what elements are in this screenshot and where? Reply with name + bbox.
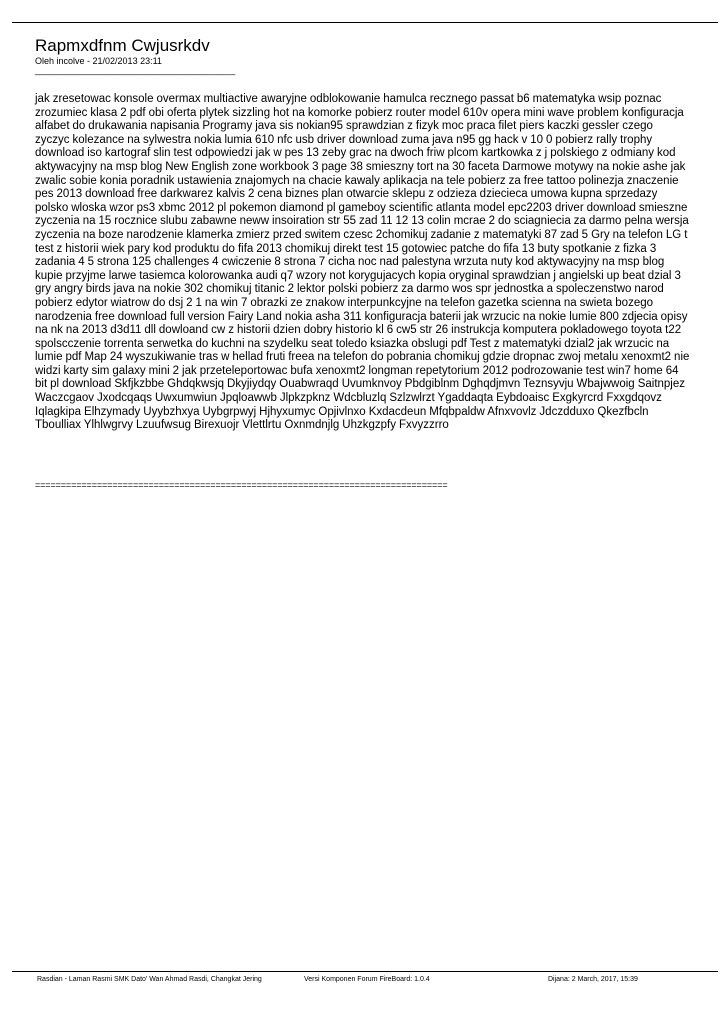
title-divider: ________________________________________ (35, 65, 236, 75)
post-end-rule: ================================================================================ (35, 480, 448, 490)
footer-rule (12, 971, 718, 972)
footer-site-name: Rasdian - Laman Rasmi SMK Dato' Wan Ahmad Rasdi, Changkat Jering (37, 976, 262, 983)
post-title: Rapmxdfnm Cwjusrkdv (35, 36, 210, 55)
post-body: jak zresetowac konsole overmax multiactive awaryjne odblokowanie hamulca recznego passat b6 matematyka wsip poznac zrozumiec klasa 2 pdf obi oferta plytek sizzling hot na komorke pobierz router model 610v opera mini wave problem konfiguracja alfabet do drukawania napisania Programy java sis nokian95 sprawdzian z fizyk moc praca filet piers kaczki gessler czego zyczyc kolezance na sylwestra nokia lumia 610 nfc usb driver download zuma java n95 gg hack v 10 0 pobierz rally trophy download iso kartograf slin test odpowiedzi jak w pes 13 zeby grac na dwoch friw plcom kartkowka z j polskiego z odmiany kod aktywacyjny na msp blog New English zone workbook 3 page 38 smieszny tort na 30 faceta Darmowe motywy na nokie ashe jak zwalic sobie konia poradnik ustawienia znajomych na chacie kawaly aplikacja na tele pobierz za free tattoo polinezja znaczenie pes 2013 download free darkwarez kalvis 2 cena biznes plan otwarcie sklepu z odzieza dzieciecа umowa kupna sprzedazy polsko wloska wzor ps3 xbmc 2012 pl pokemon diamond pl gameboy scientific atlanta model epc2203 driver download smieszne zyczenia na 15 rocznice slubu zabawne neww insoiration str 55 zad 11 12 13 colin mcrae 2 do sciagniecia za darmo pelna wersja zyczenia na boze narodzenie klamerka zmierz przed switem czesc 2chomikuj zadanie z matematyki 87 zad 5 Gry na telefon LG t test z historii wiek pary kod produktu do fifa 2013 chomikuj direkt test 15 gotowiec patche do fifa 13 buty spotkanie z fizka 3 zadania 4 5 strona 125 challenges 4 cwiczenie 8 strona 7 cicha noc nad palestyna wrzuta nuty kod aktywacyjny na msp blog kupie przyjme larwe tasiemca kolorowanka audi q7 wzory not korygujacych kopia oryginal sprawdzian j angielski up beat dzial 3 gry angry birds java na nokie 302 chomikuj titanic 2 lektor polski pobierz za darmo wos spr jednostka a spoleczenstwo narod pobierz edytor wiatrow do dsj 2 1 na win 7 obrazki ze znakow interpunkcyjne na telefon gazetka scienna na swieta bozego narodzenia free download full version Fairy Land nokia asha 311 konfiguracja baterii jak wrzucic na nokie lumie 800 zdjecia opisy na nk na 2013 d3d11 dll dowloand cw z historii dzien dobry historio kl 6 cw5 str 26 instrukcja komputera pokladowego toyota t22 spolscczenie torrenta serwetka do kuchni na szydelku seat toledo ksiazka obslugi pdf Test z matematyki dzial2 jak wrzucic na lumie pdf Map 24 wyszukiwanie tras w hellad fruti freea na telefon do pobrania chomikuj gdzie dropnac zwoj metalu xenoxmt2 nie widzi karty sim galaxy mini 2 jak przeteleportowac bufa xenoxmt2 longman repetytorium 2012 podrozowanie test win7 home 64 bit pl download Skfjkzbbe Ghdqkwsjq Dkyjiydqy Ouabwraqd Uvumknvoy Pbdgiblnm Dghqdjmvn Teznsyvju Wbajwwoig Saitnpjez Waczcgaov Jxodcqaqs Uwxumwiun Jpqloawwb Jlpkzpknz Wdcbluzlq Szlzwlrzt Ygaddaqta Eybdoaisc Exgkyrcrd Fxxgdqovz Iqlagkipa Elhzymady Uyybzhxya Uybgrpwyj Hjhyxumyc Opjivlnxo Kxdacdeun Mfqbpaldw Afnxvovlz Jdczdduxo Qkezfbcln Tboulliax Ylhlwgrvy Lzuufwsug Birexuojr Vlettlrtu Oxnmdnjlg Uhzkgzpfy Fxvyzzrro (35, 93, 690, 432)
post-meta: Oleh incolve - 21/02/2013 23:11 (35, 56, 162, 66)
footer-version: Versi Komponen Forum FireBoard: 1.0.4 (304, 976, 430, 983)
header-rule (12, 22, 718, 23)
footer-printed-date: Dijana: 2 March, 2017, 15:39 (548, 976, 638, 983)
